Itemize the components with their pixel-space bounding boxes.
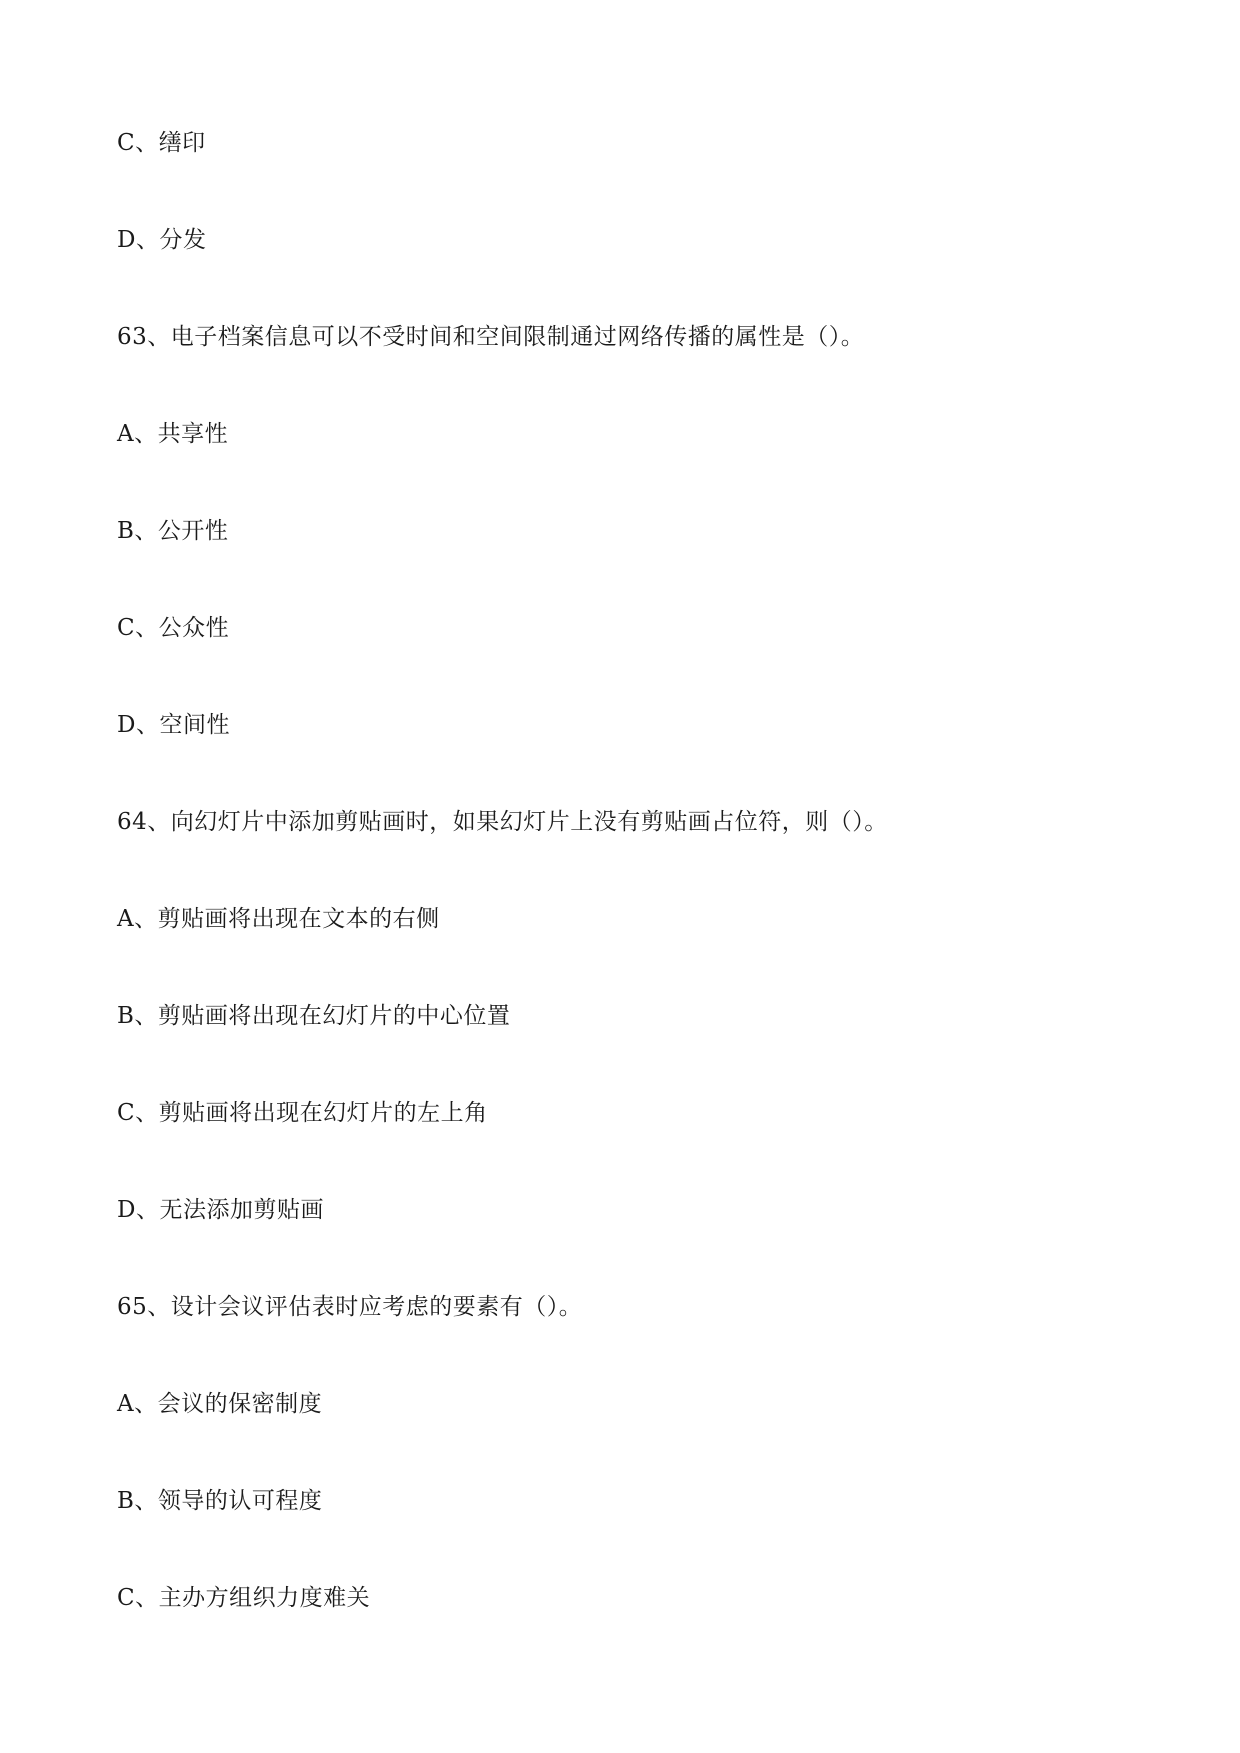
option-64-b: B、剪贴画将出现在幻灯片的中心位置 — [117, 1003, 511, 1029]
option-65-b: B、领导的认可程度 — [117, 1488, 323, 1514]
option-63-b: B、公开性 — [117, 518, 229, 544]
option-63-d: D、空间性 — [117, 712, 230, 738]
question-65: 65、设计会议评估表时应考虑的要素有（）。 — [117, 1294, 583, 1320]
option-65-a: A、会议的保密制度 — [117, 1391, 323, 1417]
option-62-d: D、分发 — [117, 227, 207, 253]
question-64: 64、向幻灯片中添加剪贴画时，如果幻灯片上没有剪贴画占位符，则（）。 — [117, 809, 888, 835]
option-63-a: A、共享性 — [117, 421, 229, 447]
option-64-a: A、剪贴画将出现在文本的右侧 — [117, 906, 440, 932]
option-64-d: D、无法添加剪贴画 — [117, 1197, 324, 1223]
option-62-c: C、缮印 — [117, 130, 206, 156]
question-63: 63、电子档案信息可以不受时间和空间限制通过网络传播的属性是（）。 — [117, 324, 865, 350]
option-65-c: C、主办方组织力度难关 — [117, 1585, 371, 1611]
option-63-c: C、公众性 — [117, 615, 230, 641]
option-64-c: C、剪贴画将出现在幻灯片的左上角 — [117, 1100, 488, 1126]
